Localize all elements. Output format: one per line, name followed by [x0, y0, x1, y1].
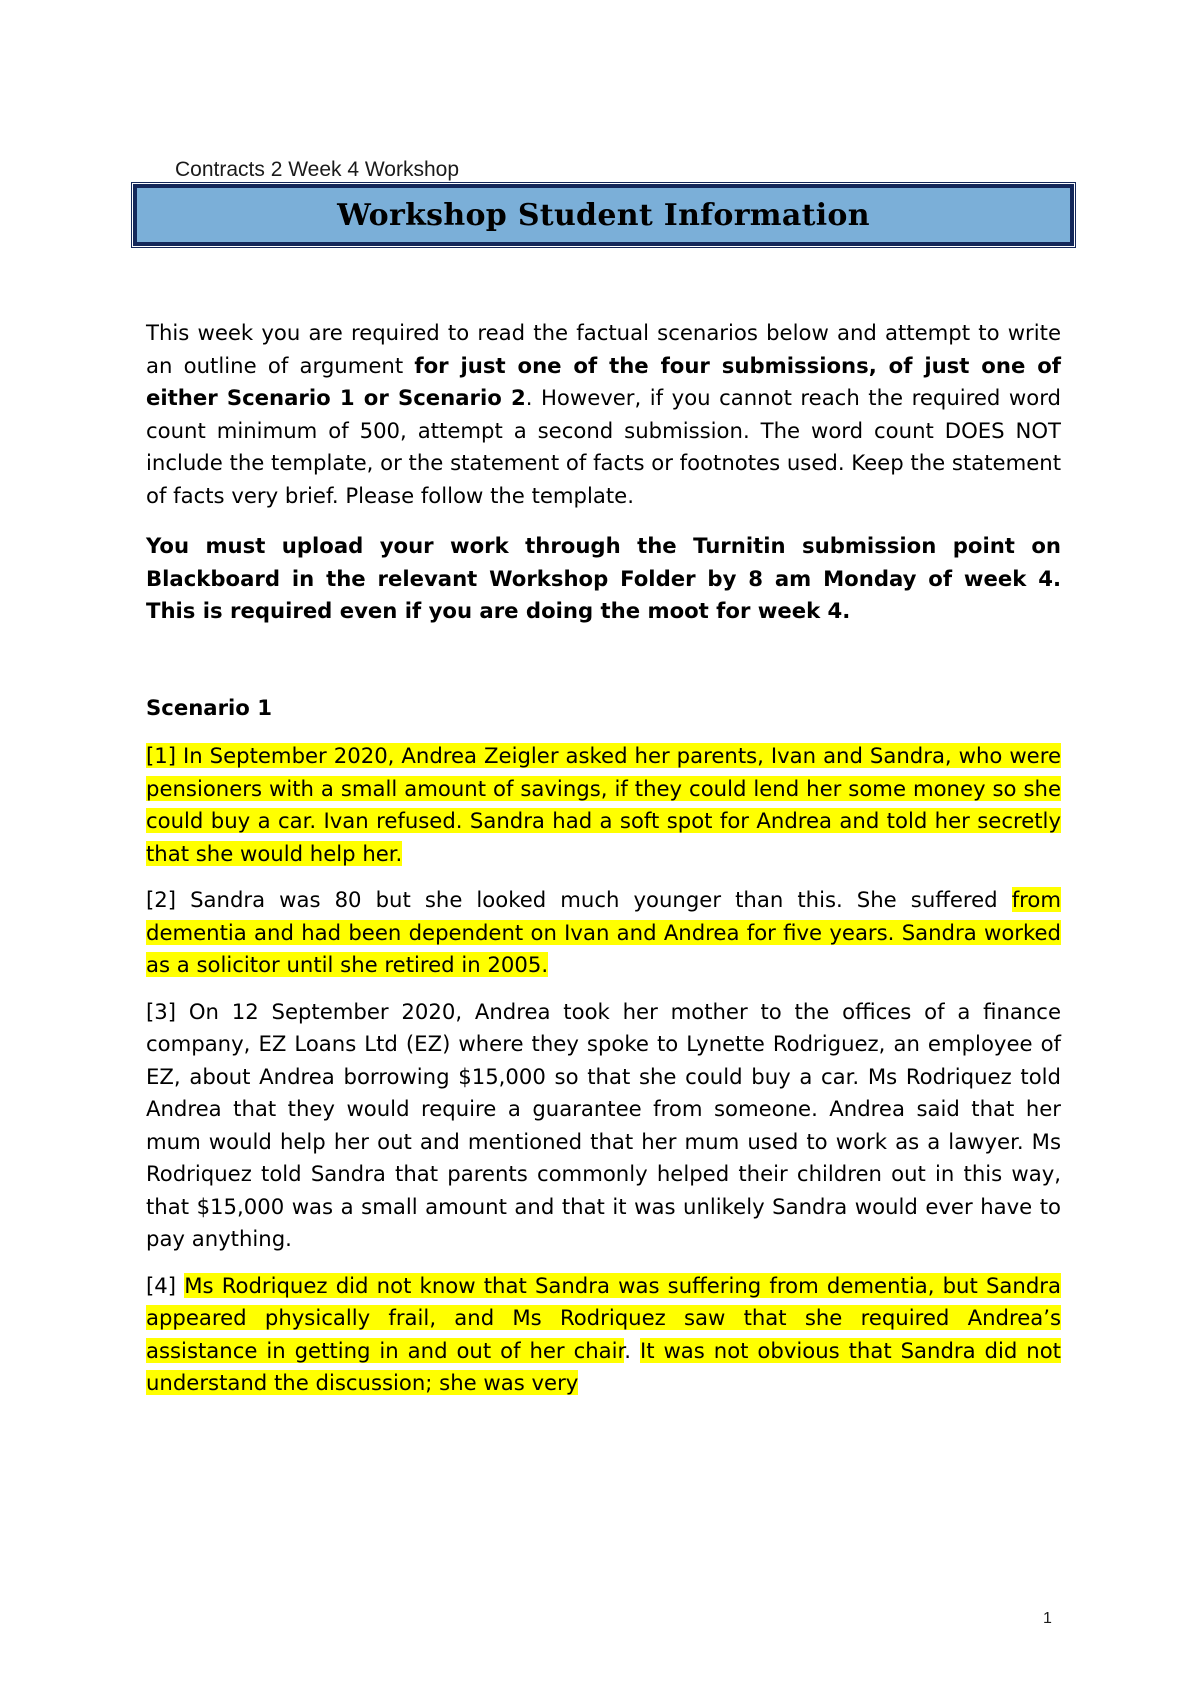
title-banner	[133, 184, 1074, 246]
fact-2-text: [2] Sandra was 80 but she looked much younger than this. She suffered	[146, 887, 1012, 912]
fact-paragraph-3: [3] On 12 September 2020, Andrea took her mother to the offices of a finance company, EZ Loans Ltd (EZ) where they spoke to Lynette Rodriguez, an employee of EZ, about Andrea borrowing $15,000 so that she could buy a car. Ms Rodriquez told Andrea that they would require a guarantee from someone. Andrea said that her mum would help her out and mentioned that her mum used to work as a lawyer. Ms Rodriquez told Sandra that parents commonly helped their children out in this way, that $15,000 was a small amount and that it was unlikely Sandra would ever have to pay anything.	[146, 998, 1061, 1251]
highlighted-text: from dementia and had been dependent on Ivan and Andrea for five years. Sandra worked as a solicitor until she retired in 2005.	[146, 887, 1061, 977]
document-body	[146, 317, 1061, 1414]
highlighted-text: [1] In September 2020, Andrea Zeigler asked her parents, Ivan and Sandra, who were pensioners with a small amount of savings, if they could lend her some money so she could buy a car. Ivan refused. Sandra had a soft spot for Andrea and told her secretly that she would help her.	[146, 743, 1061, 866]
fact-paragraph-2	[146, 884, 1061, 982]
upload-notice: You must upload your work through the Turnitin submission point on Blackboard in the relevant Workshop Folder by 8 am Monday of week 4. This is required even if you are doing the moot for week 4.	[146, 533, 1061, 623]
spacer	[146, 628, 1061, 692]
fact-paragraph-1	[146, 740, 1061, 870]
fact-4-separator: .	[624, 1337, 640, 1363]
intro-paragraph	[146, 317, 1061, 512]
fact-paragraph-4	[146, 1270, 1061, 1400]
document-header: Contracts 2 Week 4 Workshop	[175, 158, 460, 181]
intro-text: This week you are required to read the factual scenarios below and attempt to write an outline of argument	[146, 320, 1061, 378]
intro-rest-text: . However, if you cannot reach the required word count minimum of 500, attempt a second submission. The word count DOES NOT include the template, or the statement of facts or footnotes used. Keep the statement of facts very brief. Please follow the template.	[146, 385, 1061, 508]
highlighted-text: Ms Rodriquez did not know that Sandra was suffering from dementia, but Sandra appeared physically frail, and Ms Rodriquez saw that she required Andrea’s assistance in getting in and out of her chair	[146, 1272, 1061, 1363]
scenario-heading: Scenario 1	[146, 694, 272, 720]
intro-bold-text: for just one of the four submissions, of just one of either Scenario 1 or Scenario 2	[146, 352, 1061, 410]
document-title: Workshop Student Information	[337, 197, 870, 233]
fact-4-number: [4]	[146, 1272, 185, 1298]
page-number: 1	[1043, 1610, 1052, 1627]
highlighted-text: It was not obvious that Sandra did not understand the discussion; she was very	[146, 1337, 1061, 1395]
